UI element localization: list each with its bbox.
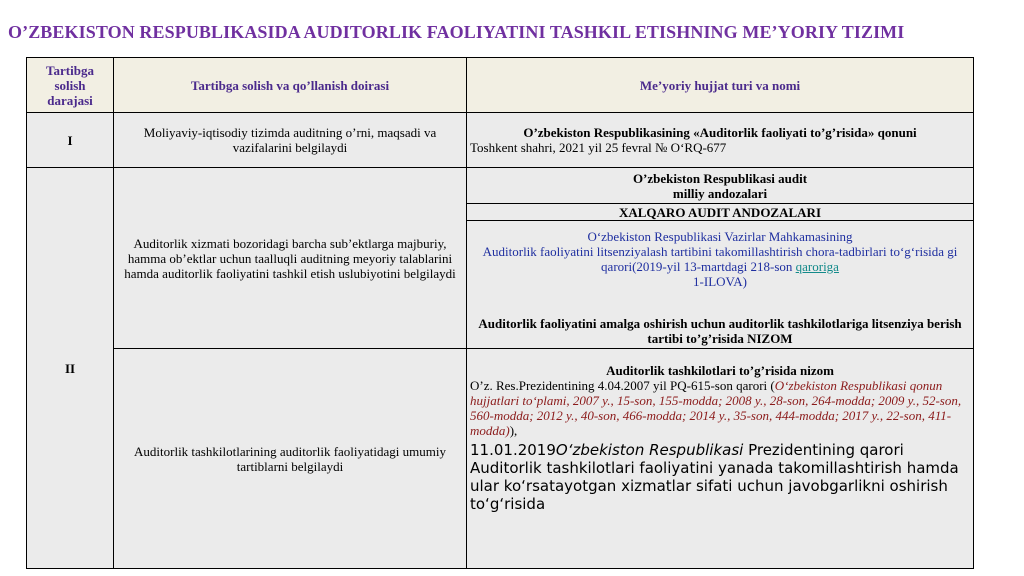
decree-text: O’z. Res.Prezidentining 4.04.2007 yil PQ-615-son qarori (: [470, 378, 775, 393]
scope-cell-2a: Auditorlik xizmati bozoridagi barcha sub’ektlarga majburiy, hamma ob’ektlar uchun taalluqli auditning meyoriy talablarini hamda auditorlik faoliyatini tashkil etish uslubiyotini belgilaydi: [114, 168, 467, 349]
document-cell-1: [467, 113, 974, 168]
decree-paragraph: [470, 378, 970, 438]
decree2-text: Prezidentining qarori Auditorlik tashkilotlari faoliyatini yanada takomillashtirish hamda ular ko‘rsatayotgan xizmatlar sifati uchun javobgarlikni oshirish to‘g‘risida: [470, 441, 959, 513]
decree2-italic: O‘zbekiston Respublikasi: [555, 441, 744, 459]
table-row: [27, 168, 974, 204]
decree2-paragraph: [470, 441, 970, 513]
cabinet-line2: [470, 244, 970, 274]
cabinet-decree: [467, 221, 974, 297]
document-cell-2b: [467, 349, 974, 569]
header-scope: Tartibga solish va qo’llanish doirasi: [114, 58, 467, 113]
table-header-row: [27, 58, 974, 113]
cabinet-line3: 1-ILOVA): [693, 273, 747, 289]
law-title: O’zbekiston Respublikasining «Auditorlik faoliyati to’g’risida» qonuni: [523, 125, 917, 140]
scope-cell-2b: Auditorlik tashkilotlarining auditorlik faoliyatidagi umumiy tartiblarni belgilaydi: [114, 349, 467, 569]
scope-cell-1: Moliyaviy-iqtisodiy tizimda auditning o’rni, maqsadi va vazifalarini belgilaydi: [114, 113, 467, 168]
level-cell-2: II: [27, 168, 114, 569]
org-nizom-title: Auditorlik tashkilotlari to’g’risida nizom: [606, 363, 834, 378]
cabinet-line1: O‘zbekiston Respublikasi Vazirlar Mahkamasining: [587, 228, 853, 244]
level-cell-1: I: [27, 113, 114, 168]
header-document: Me’yoriy hujjat turi va nomi: [467, 58, 974, 113]
table-row: [27, 113, 974, 168]
table-row: [27, 349, 974, 569]
decree-end: ),: [509, 423, 518, 438]
page-title: O’ZBEKISTON RESPUBLIKASIDA AUDITORLIK FAOLIYATINI TASHKIL ETISHNING ME’YORIY TIZIMI: [8, 22, 905, 42]
law-detail: Toshkent shahri, 2021 yil 25 fevral № O‘RQ-677: [470, 140, 727, 155]
regulatory-table: [26, 57, 974, 569]
cabinet-link[interactable]: qaroriga: [795, 258, 839, 274]
license-nizom: Auditorlik faoliyatini amalga oshirish uchun auditorlik tashkilotlariga litsenziya berish tartibi to’g’risida NIZOM: [467, 297, 974, 349]
cabinet-line2-text: Auditorlik faoliyatini litsenziyalash tartibini takomillashtirish chora-tadbirlari to‘g‘risida gi qarori(2019-yil 13-martdagi 218-son: [482, 243, 958, 274]
national-standards: O’zbekiston Respublikasi audit milliy andozalari: [467, 168, 974, 204]
decree2-date: 11.01.2019: [470, 441, 556, 459]
header-level: Tartibga solish darajasi: [27, 58, 114, 113]
international-standards: XALQARO AUDIT ANDOZALARI: [467, 204, 974, 221]
decree-ref: O‘zbekiston Respublikasi qonun hujjatlari to‘plami, 2007 y., 15-son, 155-modda; 2008 y., 28-son, 264-modda; 2009 y., 52-son, 560-modda; 2012 y., 40-son, 466-modda; 2014 y., 35-son, 444-modda; 2017 y., 22-son, 411-modda): [470, 378, 962, 438]
